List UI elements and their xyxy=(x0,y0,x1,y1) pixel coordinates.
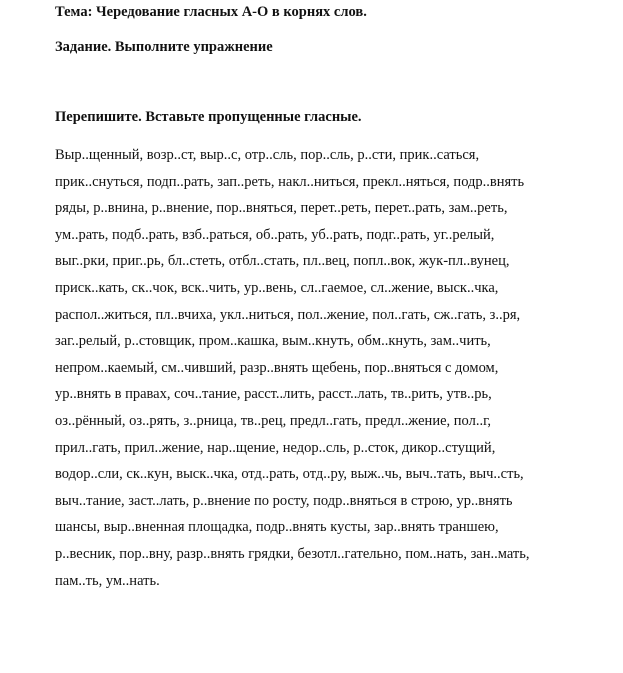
exercise-line: выг..рки, приг..рь, бл..стеть, отбл..стать, пл..вец, попл..вок, жук-пл..вунец, xyxy=(55,253,510,270)
exercise-line: заг..релый, р..стовщик, пром..кашка, вым..кнуть, обм..кнуть, зам..чить, xyxy=(55,333,491,350)
exercise-line: ур..внять в правах, соч..тание, расст..лить, расст..лать, тв..рить, утв..рь, xyxy=(55,386,492,403)
exercise-line: пам..ть, ум..нать. xyxy=(55,572,160,589)
exercise-line: Выр..щенный, возр..ст, выр..с, отр..сль, пор..сль, р..сти, прик..саться, xyxy=(55,147,480,163)
task-heading: Задание. Выполните упражнение xyxy=(55,39,273,55)
exercise-line: ряды, р..внина, р..внение, пор..вняться, перет..реть, перет..рать, зам..реть, xyxy=(55,200,508,217)
topic-heading: Тема: Чередование гласных А-О в корнях слов. xyxy=(55,4,367,20)
exercise-line: непром..каемый, см..чивший, разр..внять щебень, пор..вняться с домом, xyxy=(55,359,499,376)
exercise-line: водор..сли, ск..кун, выск..чка, отд..рать, отд..ру, выж..чь, выч..тать, выч..сть, xyxy=(55,466,524,483)
exercise-line: ум..рать, подб..рать, взб..раться, об..рать, уб..рать, подг..рать, уг..релый, xyxy=(55,226,495,243)
exercise-line: выч..тание, заст..лать, р..внение по росту, подр..вняться в строю, ур..внять xyxy=(55,492,513,509)
instruction-heading: Перепишите. Вставьте пропущенные гласные. xyxy=(55,109,362,125)
exercise-line: шансы, выр..вненная площадка, подр..внять кусты, зар..внять траншею, xyxy=(55,519,499,536)
exercise-line: распол..житься, пл..вчиха, укл..ниться, пол..жение, пол..гать, сж..гать, з..ря, xyxy=(55,306,521,323)
exercise-line: р..весник, пор..вну, разр..внять грядки, безотл..гательно, пом..нать, зан..мать, xyxy=(55,545,530,562)
exercise-line: прил..гать, прил..жение, нар..щение, недор..сль, р..сток, дикор..стущий, xyxy=(55,439,496,456)
exercise-text xyxy=(55,145,575,597)
exercise-line: приск..кать, ск..чок, вск..чить, ур..вень, сл..гаемое, сл..жение, выск..чка, xyxy=(55,279,499,296)
exercise-line: оз..рённый, оз..рять, з..рница, тв..рец, предл..гать, предл..жение, пол..г, xyxy=(55,412,492,429)
exercise-line: прик..снуться, подп..рать, зап..реть, накл..ниться, прекл..няться, подр..внять xyxy=(55,173,525,190)
